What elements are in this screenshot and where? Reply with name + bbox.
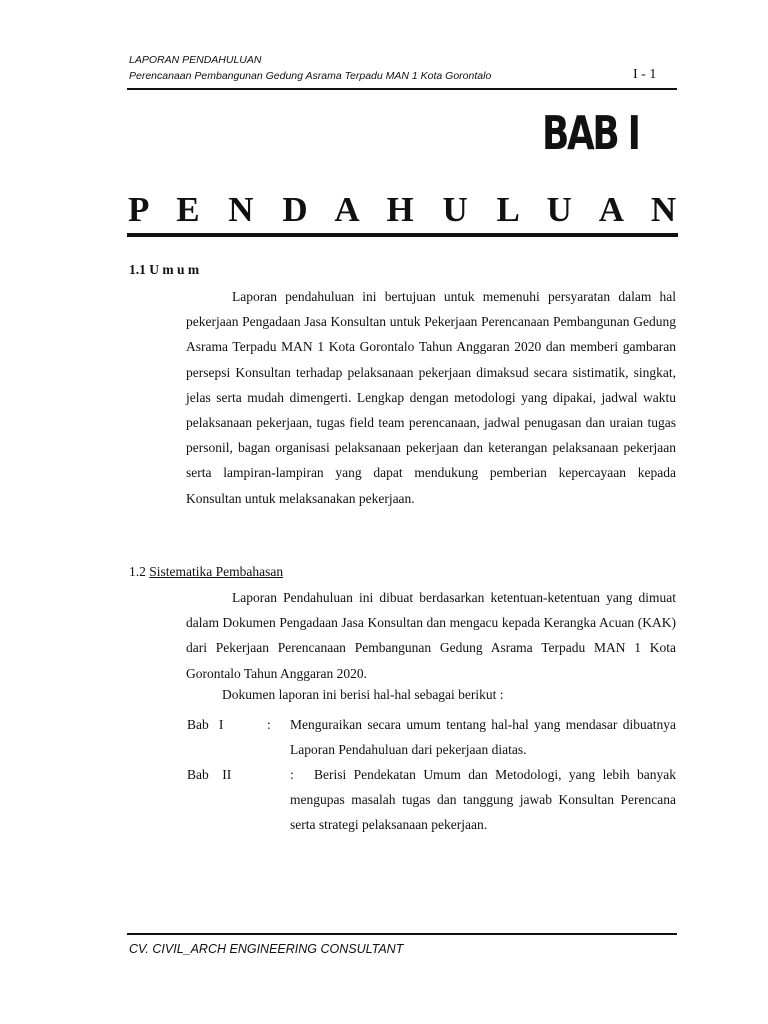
section-sistematika-body bbox=[186, 585, 676, 686]
section-number: 1.2 bbox=[129, 564, 146, 579]
section-heading-umum: 1.1 U m u m bbox=[129, 262, 200, 277]
header-project-title: Perencanaan Pembangunan Gedung Asrama Terpadu MAN 1 Kota Gorontalo bbox=[129, 70, 492, 82]
list-item-label: Bab II bbox=[187, 767, 232, 782]
chapter-title: P E N D A H U L U A N bbox=[128, 190, 687, 229]
list-item-label: Bab I bbox=[187, 717, 224, 732]
header-report-title: LAPORAN PENDAHULUAN bbox=[129, 54, 262, 66]
chapter-title-rule bbox=[127, 233, 678, 237]
footer-divider bbox=[127, 933, 677, 935]
header-divider bbox=[127, 88, 677, 90]
section-title: Sistematika Pembahasan bbox=[149, 564, 284, 579]
list-item-text: Berisi Pendekatan Umum dan Metodologi, yang lebih banyak mengupas masalah tugas dan tanggung jawab Konsultan Perencana serta strategi pelaksanaan pekerjaan. bbox=[290, 767, 676, 833]
section-umum-paragraph: Laporan pendahuluan ini bertujuan untuk memenuhi persyaratan dalam hal pekerjaan Pengadaan Jasa Konsultan untuk Pekerjaan Perencanaan Pembangunan Gedung Asrama Terpadu MAN 1 Kota Gorontalo Tahun Anggaran 2020 dan memberi gambaran persepsi Konsultan terhadap pelaksanaan pekerjaan dimaksud secara sistimatik, singkat, jelas serta mudah dimengerti. Lengkap dengan metodologi yang dipakai, jadwal waktu pelaksanaan pekerjaan, tugas field team perencanaan, jadwal penugasan dan uraian tugas personil, bagan organisasi pelaksanaan pekerjaan dan keterangan pelaksanaan pekerjaan serta lampiran-lampiran yang dapat mendukung pemberian kepercayaan kepada Konsultan untuk melaksanakan pekerjaan. bbox=[186, 289, 676, 506]
list-item-text: Menguraikan secara umum tentang hal-hal yang mendasar dibuatnya Laporan Pendahuluan dari pekerjaan diatas. bbox=[290, 717, 676, 758]
list-intro: Dokumen laporan ini berisi hal-hal sebagai berikut : bbox=[222, 687, 504, 702]
section-heading-sistematika bbox=[129, 564, 283, 580]
section-umum-body bbox=[186, 284, 676, 511]
section-sistematika-paragraph: Laporan Pendahuluan ini dibuat berdasarkan ketentuan-ketentuan yang dimuat dalam Dokumen Pengadaan Jasa Konsultan dan mengacu kepada Kerangka Acuan (KAK) dari Pekerjaan Perencanaan Pembangunan Gedung Asrama Terpadu MAN 1 Kota Gorontalo Tahun Anggaran 2020. bbox=[186, 590, 676, 681]
list-item-colon: : bbox=[267, 717, 271, 732]
page-number: I - 1 bbox=[633, 67, 657, 82]
list-item-colon: : bbox=[290, 767, 294, 782]
chapter-label: BAB I bbox=[542, 106, 639, 160]
footer-company: CV. CIVIL_ARCH ENGINEERING CONSULTANT bbox=[129, 942, 404, 956]
